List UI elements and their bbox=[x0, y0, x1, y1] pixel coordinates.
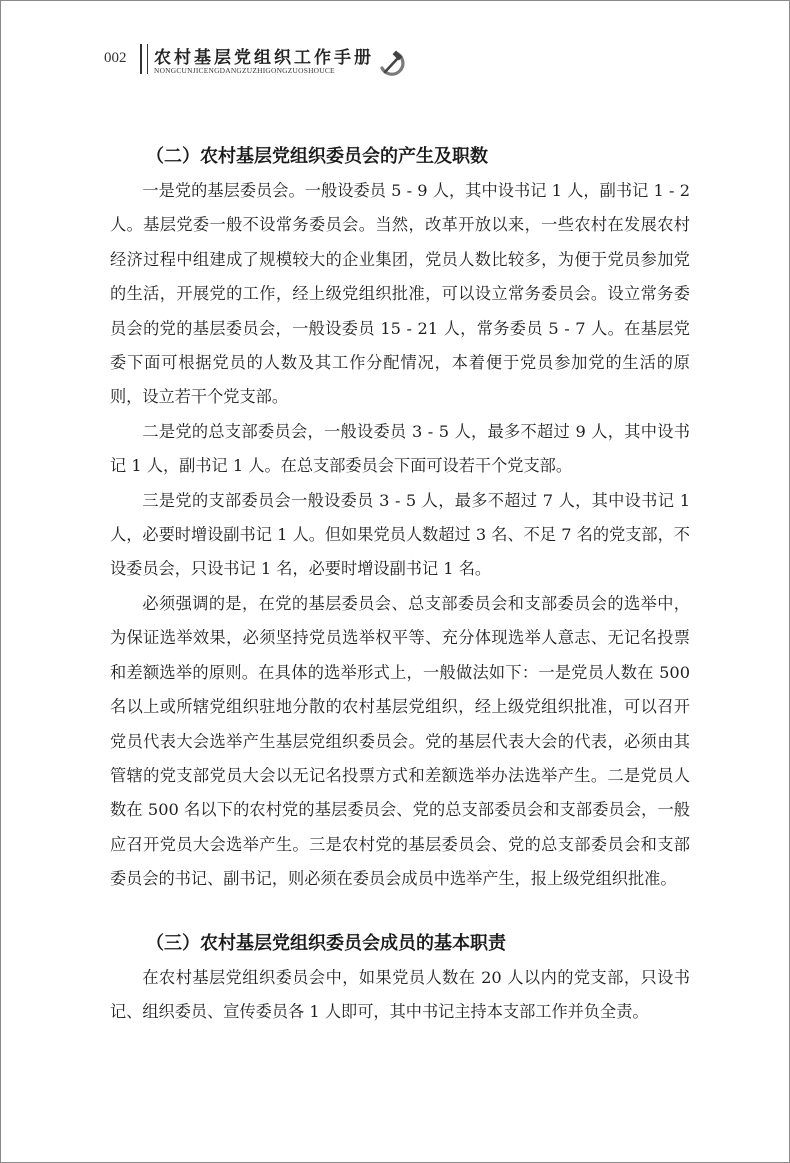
paragraph: 一是党的基层委员会。一般设委员 5 - 9 人，其中设书记 1 人，副书记 1 - 2 人。基层党委一般不设常务委员会。当然，改革开放以来，一些农村在发展农村经济过程中组建成了规模较大的企业集团，党员人数比较多，为便于党员参加党的生活，开展党的工作，经上级党组织批准，可以设立常务委员会。设立常务委员会的党的基层委员会，一般设委员 15 - 21 人，常务委员 5 - 7 人。在基层党委下面可根据党员的人数及其工作分配情况，本着便于党员参加党的生活的原则，设立若干个党支部。 bbox=[110, 181, 690, 407]
paragraph: 在农村基层党组织委员会中，如果党员人数在 20 人以内的党支部，只设书记、组织委员、宣传委员各 1 人即可，其中书记主持本支部工作并负全责。 bbox=[110, 967, 690, 1021]
paragraph: 三是党的支部委员会一般设委员 3 - 5 人，最多不超过 7 人，其中设书记 1 人，必要时增设副书记 1 人。但如果党员人数超过 3 名、不足 7 名的党支部，不设委员会，只设书记 1 名，必要时增设副书记 1 名。 bbox=[110, 490, 690, 579]
page-body bbox=[110, 140, 690, 1029]
paragraph: 必须强调的是，在党的基层委员会、总支部委员会和支部委员会的选举中，为保证选举效果，必须坚持党员选举权平等、充分体现选举人意志、无记名投票和差额选举的原则。在具体的选举形式上，一般做法如下：一是党员人数在 500 名以上或所辖党组织驻地分散的农村基层党组织，经上级党组织批准，可以召开党员代表大会选举产生基层党组织委员会。党的基层代表大会的代表，必须由其管辖的党支部党员大会以无记名投票方式和差额选举办法选举产生。二是党员人数在 500 名以下的农村党的基层委员会、党的总支部委员会和支部委员会，一般应召开党员大会选举产生。三是农村党的基层委员会、党的总支部委员会和支部委员会的书记、副书记，则必须在委员会成员中选举产生，报上级党组织批准。 bbox=[110, 593, 690, 889]
page-number: 002 bbox=[104, 50, 127, 66]
book-title-pinyin: NONGCUNJICENGDANGZUZHIGONGZUOSHOUCE bbox=[154, 66, 335, 75]
running-header bbox=[104, 38, 404, 78]
section-heading: （三）农村基层党组织委员会成员的基本职责 bbox=[146, 932, 506, 954]
section-heading: （二）农村基层党组织委员会的产生及职数 bbox=[146, 146, 488, 167]
hammer-sickle-emblem-icon bbox=[376, 48, 406, 78]
paragraph: 二是党的总支部委员会，一般设委员 3 - 5 人，最多不超过 9 人，其中设书记 1 人，副书记 1 人。在总支部委员会下面可设若干个党支部。 bbox=[110, 421, 690, 476]
header-separator bbox=[140, 44, 148, 74]
book-title: 农村基层党组织工作手册 bbox=[154, 48, 374, 68]
